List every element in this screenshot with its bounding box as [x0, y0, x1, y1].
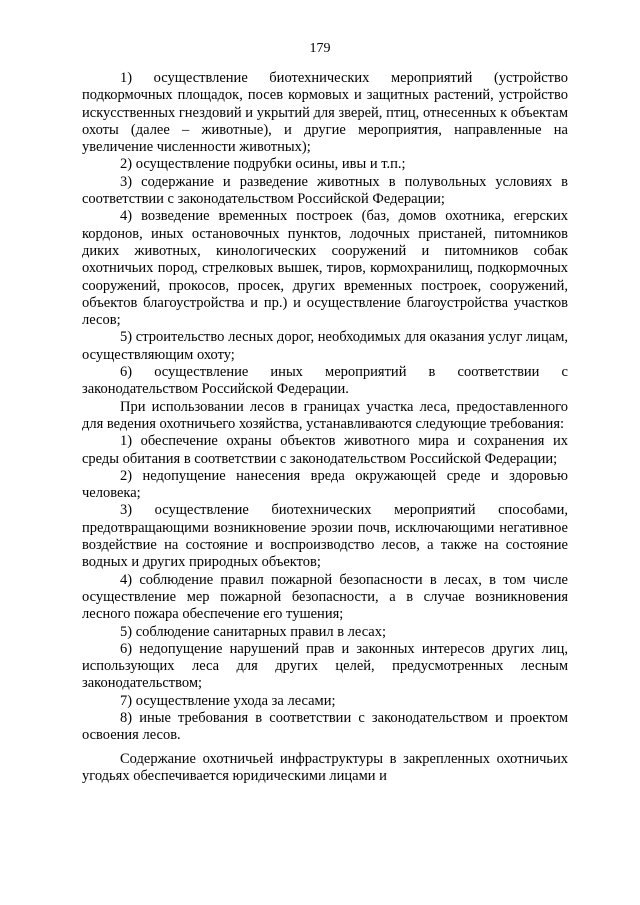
paragraph-temporary-buildings: 4) возведение временных построек (баз, домов охотника, егерских кордонов, иных остановочных пунктов, лодочных пристаней, питомников диких животных, кинологических сооружений и питомников собак охотничьих пород, стрелковых вышек, тиров, кормохранилищ, подкормочных сооружений, прокосов, просек, других временных построек, сооружений, объектов благоустройства и пр.) и осуществление благоустройства участков лесов;: [82, 208, 568, 329]
paragraph-other-measures: 6) осуществление иных мероприятий в соответствии с законодательством Российской Федерации.: [82, 364, 568, 398]
paragraph-requirements-intro: При использовании лесов в границах участка леса, предоставленного для ведения охотничьего хозяйства, устанавливаются следующие требования:: [82, 398, 568, 432]
paragraph-tree-cutting: 2) осуществление подрубки осины, ивы и т.п.;: [120, 156, 406, 173]
page-number: 179: [309, 41, 331, 56]
paragraph-sanitary-rules: 5) соблюдение санитарных правил в лесах;: [120, 623, 387, 640]
paragraph-forest-roads: 5) строительство лесных дорог, необходимых для оказания услуг лицам, осуществляющим охоту;: [82, 329, 568, 363]
paragraph-erosion-prevention: 3) осуществление биотехнических мероприятий способами, предотвращающими возникновение эрозии почв, исключающими негативное воздействие на состояние и воспроизводство лесов, а также на состояние водных и других природных объектов;: [82, 502, 568, 571]
paragraph-wildlife-protection: 1) обеспечение охраны объектов животного мира и сохранения их среды обитания в соответствии с законодательством Российской Федерации;: [82, 433, 568, 467]
document-body: [82, 70, 568, 785]
paragraph-other-requirements: 8) иные требования в соответствии с законодательством и проектом освоения лесов.: [82, 709, 568, 744]
paragraph-no-harm: 2) недопущение нанесения вреда окружающей среде и здоровью человека;: [82, 467, 568, 502]
paragraph-fire-safety: 4) соблюдение правил пожарной безопасности в лесах, в том числе осуществление мер пожарной безопасности, а в случае возникновения лесного пожара обеспечение его тушения;: [82, 571, 568, 623]
paragraph-infrastructure: Содержание охотничьей инфраструктуры в закрепленных охотничьих угодьях обеспечивается юридическими лицами и: [82, 750, 568, 784]
paragraph-forest-care: 7) осуществление ухода за лесами;: [120, 692, 336, 709]
paragraph-semi-free-keeping: 3) содержание и разведение животных в полувольных условиях в соответствии с законодательством Российской Федерации;: [82, 173, 568, 208]
paragraph-biotech-measures: 1) осуществление биотехнических мероприятий (устройство подкормочных площадок, посев кормовых и защитных растений, устройство искусственных гнездовий и укрытий для зверей, птиц, отнесенных к объектам охоты (далее – животные), и другие мероприятия, направленные на увеличение численности животных);: [82, 70, 568, 156]
paragraph-rights-of-others: 6) недопущение нарушений прав и законных интересов других лиц, использующих леса для других целей, предусмотренных лесным законодательством;: [82, 640, 568, 692]
